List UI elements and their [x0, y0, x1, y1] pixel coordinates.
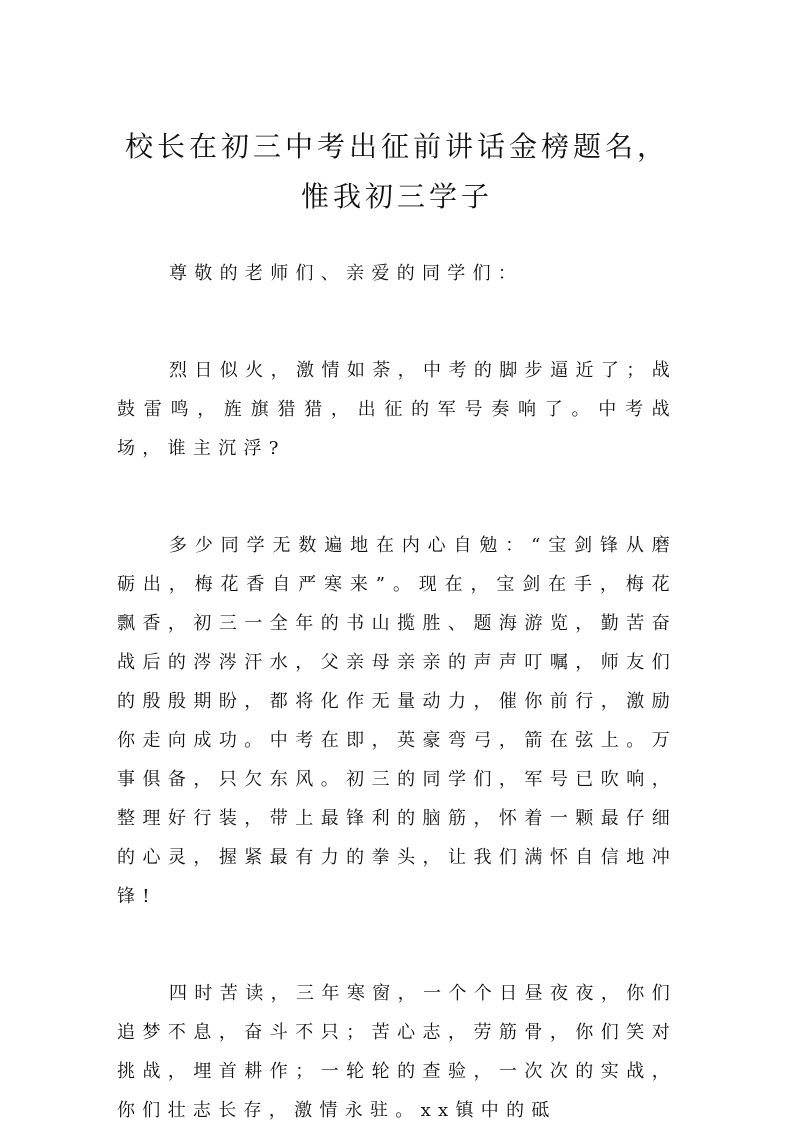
- paragraph-3: 四时苦读，三年寒窗，一个个日昼夜夜，你们追梦不息，奋斗不只；苦心志，劳筋骨，你们笑对挑战，埋首耕作；一轮轮的查验，一次次的实战，你们壮志长存，激情永驻。xx镇中的砥: [117, 983, 677, 1121]
- paragraph-1: 烈日似火，激情如荼，中考的脚步逼近了；战鼓雷鸣，旌旗猎猎，出征的军号奏响了。中考战场，谁主沉浮?: [117, 360, 677, 459]
- document-page: [117, 122, 677, 1130]
- document-title: 校长在初三中考出征前讲话金榜题名，惟我初三学子: [124, 130, 669, 213]
- paragraph-2: 多少同学无数遍地在内心自勉：“宝剑锋从磨砺出，梅花香自严寒来”。现在，宝剑在手，梅花飘香，初三一全年的书山揽胜、题海游览，勤苦奋战后的涔涔汗水，父亲母亲亲的声声叮嘱，师友们的殷殷期盼，都将化作无量动力，催你前行，激励你走向成功。中考在即，英豪弯弓，箭在弦上。万事俱备，只欠东风。初三的同学们，军号已吹响，整理好行装，带上最锋利的脑筋，怀着一颗最仔细的心灵，握紧最有力的拳头，让我们满怀自信地冲锋!: [117, 535, 677, 907]
- salutation: 尊敬的老师们、亲爱的同学们：: [169, 263, 524, 284]
